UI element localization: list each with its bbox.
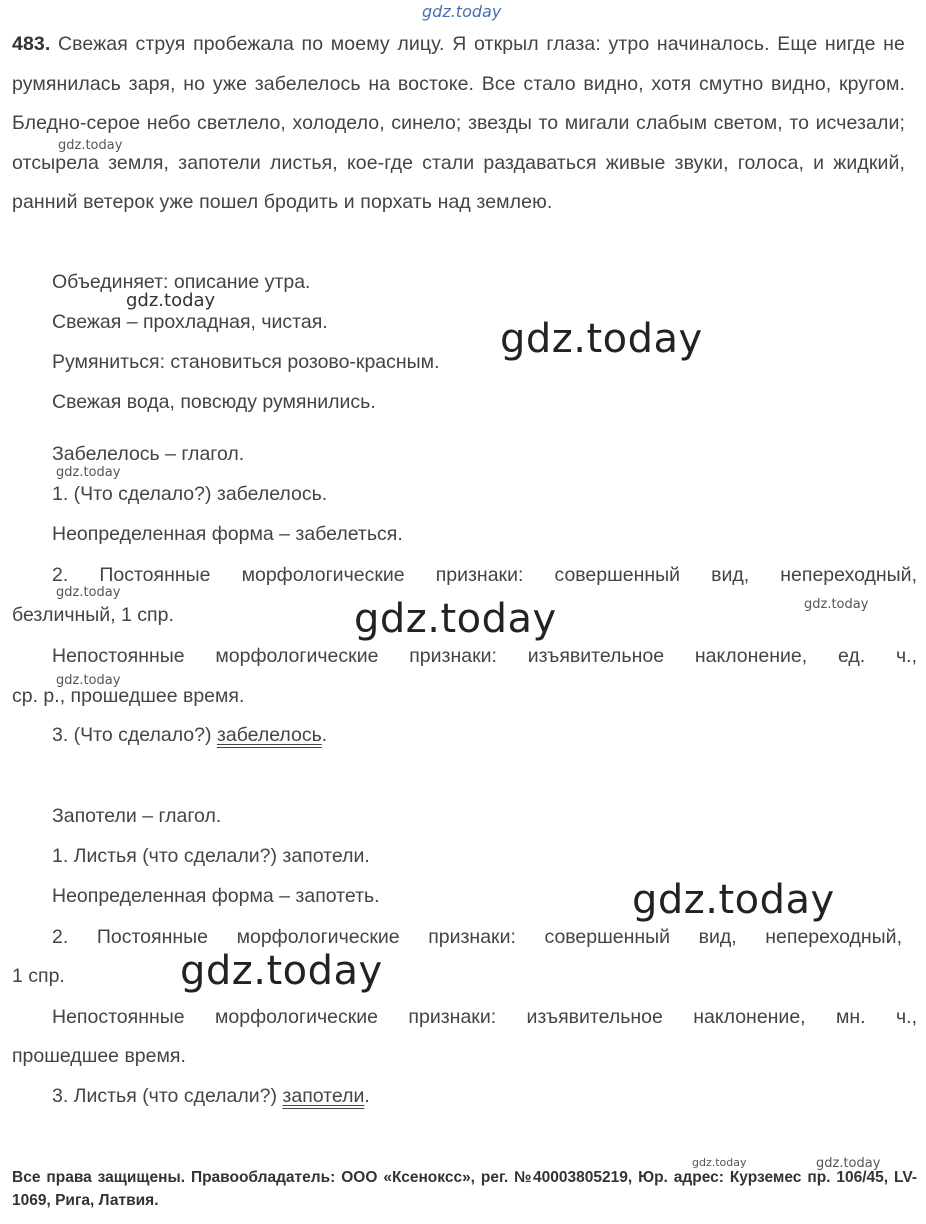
watermark: gdz.today bbox=[56, 585, 121, 600]
analysis1-step2b-line2: ср. р., прошедшее время. bbox=[12, 685, 245, 707]
analysis2-step3 bbox=[52, 1084, 370, 1108]
analysis2-step3-suffix: . bbox=[364, 1085, 370, 1107]
analysis1-step3 bbox=[52, 723, 327, 747]
watermark: gdz.today bbox=[816, 1156, 881, 1171]
analysis2-step2-line2: 1 спр. bbox=[12, 965, 65, 987]
analysis1-step2b-line1: Непостоянные морфологические признаки: изъявительное наклонение, ед. ч., bbox=[52, 645, 917, 667]
analysis2-step2b-line1: Непостоянные морфологические признаки: изъявительное наклонение, мн. ч., bbox=[52, 1006, 917, 1028]
watermark: gdz.today bbox=[632, 877, 835, 923]
analysis1-step3-prefix: 3. (Что сделало?) bbox=[52, 724, 217, 746]
watermark: gdz.today bbox=[354, 596, 557, 642]
note-fresh: Свежая – прохладная, чистая. bbox=[52, 311, 328, 333]
watermark: gdz.today bbox=[56, 673, 121, 688]
analysis1-step2-line1: 2. Постоянные морфологические признаки: совершенный вид, непереходный, bbox=[52, 564, 917, 586]
analysis2-infinitive: Неопределенная форма – запотеть. bbox=[52, 885, 380, 907]
analysis2-title: Запотели – глагол. bbox=[52, 805, 222, 827]
analysis1-title: Забелелось – глагол. bbox=[52, 443, 245, 465]
analysis1-step2-line2: безличный, 1 спр. bbox=[12, 604, 174, 626]
watermark: gdz.today bbox=[180, 948, 383, 994]
analysis2-step3-prefix: 3. Листья (что сделали?) bbox=[52, 1085, 283, 1107]
watermark: gdz.today bbox=[58, 138, 123, 153]
watermark-top: gdz.today bbox=[422, 2, 502, 21]
watermark: gdz.today bbox=[126, 290, 216, 311]
note-redden: Румяниться: становиться розово-красным. bbox=[52, 351, 440, 373]
analysis2-step1: 1. Листья (что сделали?) запотели. bbox=[52, 845, 370, 867]
exercise-paragraph bbox=[12, 25, 905, 223]
analysis2-step3-predicate: запотели bbox=[282, 1085, 365, 1107]
watermark: gdz.today bbox=[804, 597, 869, 612]
analysis1-infinitive: Неопределенная форма – забелеться. bbox=[52, 523, 403, 545]
watermark: gdz.today bbox=[500, 316, 703, 362]
exercise-number: 483. bbox=[12, 33, 51, 55]
analysis1-step3-suffix: . bbox=[321, 724, 328, 746]
copyright-footer: Все права защищены. Правообладатель: ООО «Ксеноксс», рег. №40003805219, Юр. адрес: Курземес пр. 106/45, LV-1069, Рига, Латвия. bbox=[12, 1169, 917, 1209]
analysis2-step2-line1: 2. Постоянные морфологические признаки: совершенный вид, непереходный, bbox=[52, 926, 902, 948]
analysis1-step1: 1. (Что сделало?) забелелось. bbox=[52, 483, 328, 505]
watermark: gdz.today bbox=[692, 1156, 747, 1169]
exercise-text: Свежая струя пробежала по моему лицу. Я открыл глаза: утро начиналось. Еще нигде не румянилась заря, но уже забелелось на востоке. Все стало видно, хотя смутно видно, кругом. Бледно-серое небо светлело, холодело, синело; звезды то мигали слабым светом, то исчезали; отсырела земля, запотели листья, кое-где стали раздаваться живые звуки, голоса, и жидкий, ранний ветерок уже пошел бродить и порхать над землею. bbox=[12, 33, 905, 213]
note-example: Свежая вода, повсюду румянились. bbox=[52, 391, 376, 413]
watermark: gdz.today bbox=[56, 465, 121, 480]
analysis1-step3-predicate: забелелось bbox=[216, 724, 322, 746]
analysis2-step2b-line2: прошедшее время. bbox=[12, 1045, 186, 1067]
note-unites: Объединяет: описание утра. bbox=[52, 271, 311, 293]
